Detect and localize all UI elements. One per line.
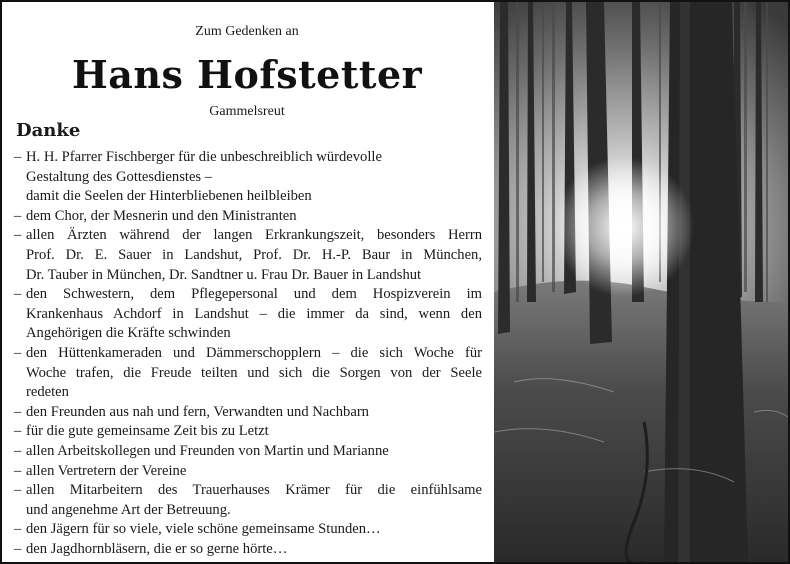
list-item-line: und angenehme Art der Betreuung.	[26, 501, 231, 518]
list-item-line: – den Schwestern, dem Pflegepersonal und dem Hospizverein im	[26, 286, 482, 303]
list-item	[14, 481, 482, 520]
thanks-heading: Danke	[16, 120, 81, 141]
forest-photo	[494, 2, 788, 562]
list-item-line: Prof. Dr. E. Sauer in Landshut, Prof. Dr. H.-P. Baur in München,	[26, 246, 482, 263]
list-item-line: Angehörigen die Kräfte schwinden	[26, 325, 231, 342]
list-item-line: – allen Arbeitskollegen und Freunden von Martin und Marianne	[26, 442, 389, 459]
list-item	[14, 462, 482, 482]
list-item	[14, 403, 482, 423]
place-name: Gammelsreut	[209, 104, 285, 119]
list-item-line: Dr. Tauber in München, Dr. Sandtner u. Frau Dr. Bauer in Landshut	[26, 266, 422, 283]
list-item-line: – allen Mitarbeitern des Trauerhauses Krämer für die einfühlsame	[26, 482, 482, 499]
list-item-line: – allen Vertretern der Vereine	[26, 462, 187, 479]
text-column	[2, 2, 492, 562]
list-item	[14, 344, 482, 403]
thanks-list	[14, 148, 482, 559]
list-item-line: – H. H. Pfarrer Fischberger für die unbeschreiblich würdevolle	[26, 149, 382, 165]
list-item-line: damit die Seelen der Hinterbliebenen heilbleiben	[26, 188, 312, 205]
list-item-line: Gestaltung des Gottesdienstes –	[26, 168, 213, 185]
list-item	[14, 285, 482, 344]
list-item-line: – den Jagdhornbläsern, die er so gerne hörte…	[26, 540, 288, 557]
list-item	[14, 422, 482, 442]
list-item	[14, 148, 482, 207]
list-item-line: – den Jägern für so viele, viele schöne gemeinsame Stunden…	[26, 521, 381, 538]
list-item	[14, 226, 482, 285]
list-item-line: Woche trafen, die Freude teilten und sich die Sorgen von der Seele	[26, 364, 482, 381]
list-item-line: – dem Chor, der Mesnerin und den Ministranten	[26, 207, 297, 224]
list-item	[14, 442, 482, 462]
list-item-line: – den Hüttenkameraden und Dämmerschopplern – die sich Woche für	[26, 344, 482, 361]
list-item-line: – den Freunden aus nah und fern, Verwandten und Nachbarn	[26, 403, 369, 420]
list-item	[14, 520, 482, 540]
intro-text: Zum Gedenken an	[195, 24, 299, 39]
list-item-line: – für die gute gemeinsame Zeit bis zu Letzt	[26, 423, 269, 440]
list-item	[14, 540, 482, 560]
list-item-line: redeten	[26, 384, 69, 401]
deceased-name: Hans Hofstetter	[71, 52, 423, 97]
list-item	[14, 207, 482, 227]
list-item-line: Krankenhaus Achdorf in Landshut – die immer da sind, wenn den	[26, 305, 482, 322]
list-item-line: – allen Ärzten während der langen Erkrankungszeit, besonders Herrn	[26, 227, 482, 244]
